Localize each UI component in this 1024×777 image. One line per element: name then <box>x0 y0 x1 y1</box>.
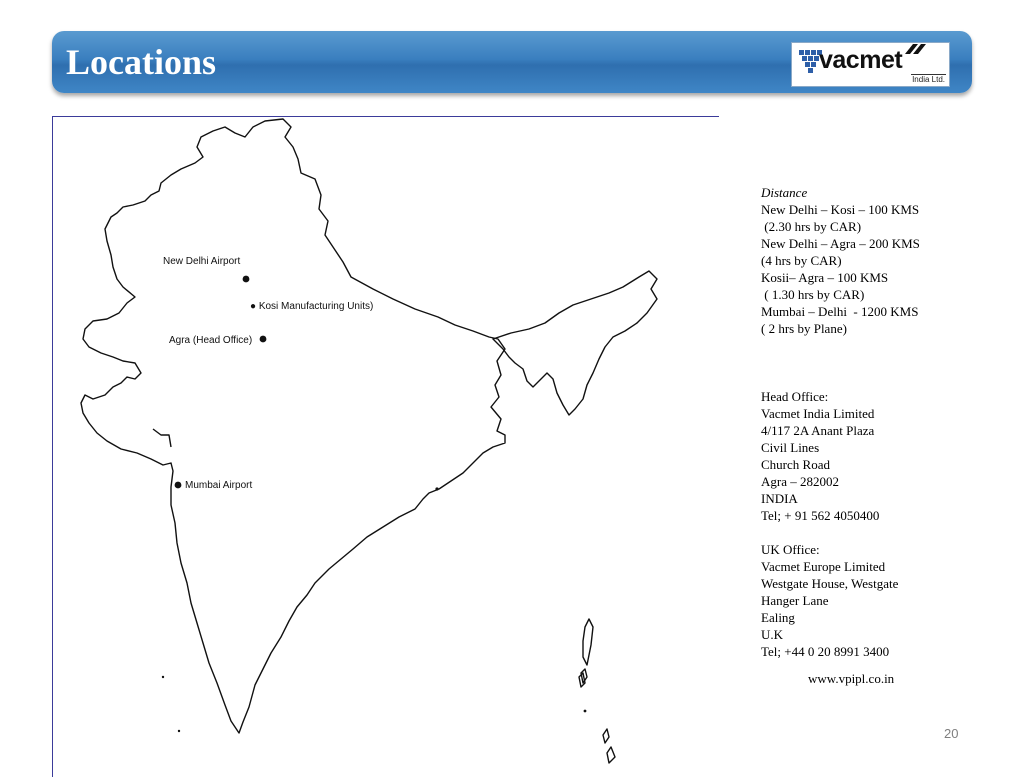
island-dot-3 <box>584 710 587 713</box>
uk-office-line: Tel; +44 0 20 8991 3400 <box>761 644 890 659</box>
mumbai-marker <box>175 482 182 489</box>
head-office-line: Civil Lines <box>761 440 820 455</box>
info-panel <box>761 184 991 660</box>
agra-marker <box>260 336 267 343</box>
uk-office-line: Westgate House, Westgate <box>761 576 899 591</box>
delhi-airport-label: New Delhi Airport <box>163 256 241 267</box>
distance-line: ( 1.30 hrs by CAR) <box>761 287 865 302</box>
uk-office-line: Ealing <box>761 610 795 625</box>
nicobar-island-2 <box>607 747 615 763</box>
head-office-line: Agra – 282002 <box>761 474 839 489</box>
india-outline-map <box>53 117 719 777</box>
india-mainland-outline <box>81 119 505 733</box>
title-bar <box>52 31 972 93</box>
distance-line: New Delhi – Kosi – 100 KMS <box>761 202 920 217</box>
kosi-units-label: ● Kosi Manufacturing Units) <box>250 301 374 312</box>
distance-heading: Distance <box>761 185 808 200</box>
northeast-outline <box>493 271 657 415</box>
uk-office-line: Hanger Lane <box>761 593 829 608</box>
page-number: 20 <box>944 726 959 741</box>
uk-office-line: U.K <box>761 627 784 642</box>
agra-head-office-label: Agra (Head Office) <box>169 335 253 346</box>
island-dot-1 <box>162 676 164 678</box>
head-office-line: 4/117 2A Anant Plaza <box>761 423 875 438</box>
logo-brand-text: vacmet <box>819 46 903 74</box>
website-link[interactable]: www.vpipl.co.in <box>808 671 895 686</box>
slide-title: Locations <box>66 42 217 82</box>
nicobar-island-1 <box>603 729 609 743</box>
delhi-marker <box>243 276 250 283</box>
andaman-island-1 <box>583 619 593 665</box>
india-map <box>52 116 719 777</box>
head-office-line: Church Road <box>761 457 830 472</box>
logo-sub-text: India Ltd. <box>912 75 945 84</box>
mumbai-airport-label: Mumbai Airport <box>185 480 253 491</box>
distance-line: ( 2 hrs by Plane) <box>761 321 847 336</box>
vacmet-logo <box>791 42 950 87</box>
island-dot-2 <box>178 730 180 732</box>
uk-office-line: UK Office: <box>761 542 820 557</box>
uk-office-line: Vacmet Europe Limited <box>761 559 886 574</box>
distance-line: New Delhi – Agra – 200 KMS <box>761 236 920 251</box>
distance-line: (4 hrs by CAR) <box>761 253 842 268</box>
head-office-line: Head Office: <box>761 389 829 404</box>
gujarat-gulf-outline <box>153 429 171 447</box>
head-office-line: INDIA <box>761 491 798 506</box>
distance-line: (2.30 hrs by CAR) <box>761 219 862 234</box>
head-office-line: Tel; + 91 562 4050400 <box>761 508 880 523</box>
distance-line: Kosii– Agra – 100 KMS <box>761 270 889 285</box>
head-office-line: Vacmet India Limited <box>761 406 875 421</box>
distance-line: Mumbai – Delhi - 1200 KMS <box>761 304 919 319</box>
island-dot-4 <box>435 487 438 490</box>
